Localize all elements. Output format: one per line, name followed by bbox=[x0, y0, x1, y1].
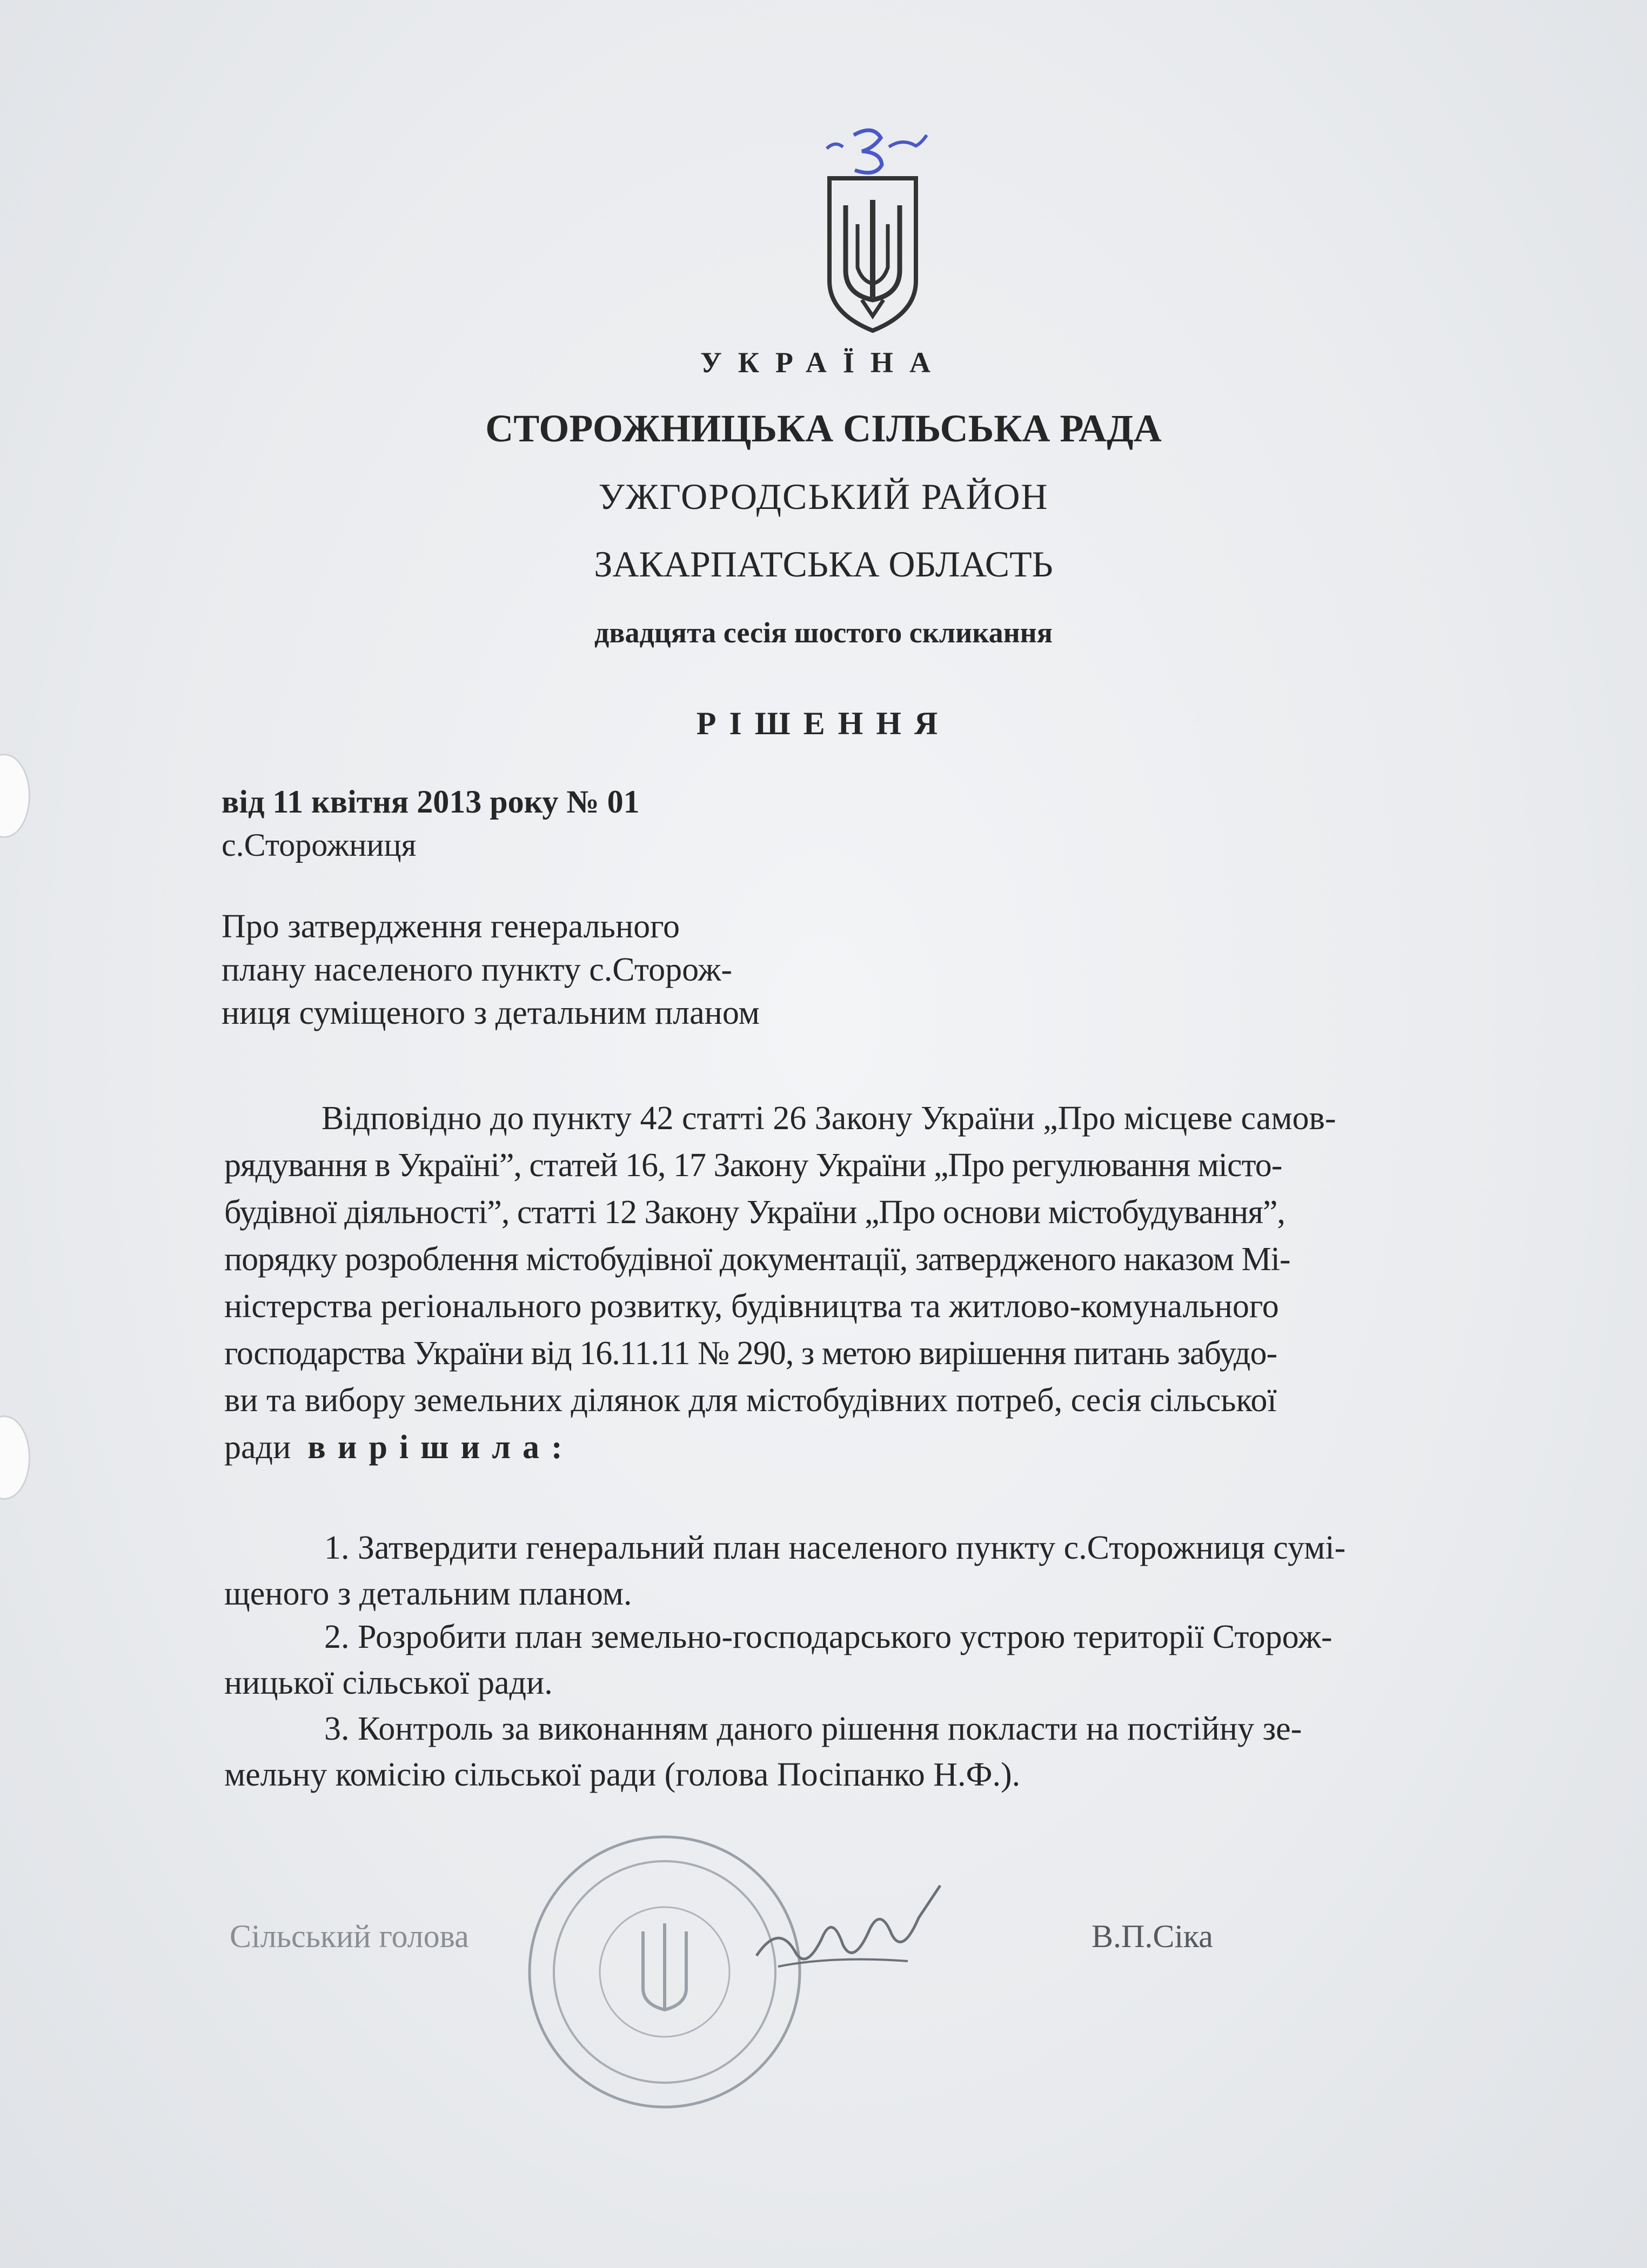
preamble-line: ністерства регіонального розвитку, будівництва та житлово-комунального bbox=[224, 1288, 1279, 1325]
decision-item: мельну комісію сільської ради (голова Посіпанко Н.Ф.). bbox=[224, 1756, 1021, 1793]
preamble-line: рядування в Україні”, статей 16, 17 Закону України „Про регулювання місто- bbox=[224, 1147, 1282, 1184]
handwritten-page-number bbox=[821, 119, 929, 178]
decided-word: вирішила: bbox=[307, 1429, 574, 1466]
subject-line: Про затвердження генерального bbox=[222, 908, 680, 945]
council-name: СТОРОЖНИЦЬКА СІЛЬСЬКА РАДА bbox=[485, 407, 1162, 450]
preamble-word: ради bbox=[224, 1429, 291, 1466]
signatory-name: В.П.Сіка bbox=[1092, 1918, 1213, 1954]
preamble-line: господарства України від 16.11.11 № 290, з метою вирішення питань забудо- bbox=[224, 1335, 1277, 1372]
decision-item: 3. Контроль за виконанням даного рішення покласти на постійну зе- bbox=[324, 1710, 1302, 1747]
decision-date: від 11 квітня 2013 року № 01 bbox=[222, 784, 640, 820]
preamble-line: Відповідно до пункту 42 статті 26 Закону України „Про місцеве самов- bbox=[322, 1100, 1336, 1137]
preamble-line: ви та вибору земельних ділянок для містобудівних потреб, сесія сільської bbox=[224, 1382, 1277, 1419]
preamble-line: порядку розроблення містобудівної документації, затвердженого наказом Мі- bbox=[224, 1241, 1290, 1278]
document-title: РІШЕННЯ bbox=[696, 706, 951, 741]
preamble-last-line bbox=[224, 1428, 574, 1467]
decision-item: 2. Розробити план земельно-господарського устрою території Сторож- bbox=[324, 1619, 1333, 1655]
preamble-line: будівної діяльності”, статті 12 Закону України „Про основи містобудування”, bbox=[224, 1194, 1285, 1231]
punch-hole bbox=[0, 1415, 30, 1500]
session-line: двадцята сесія шостого скликання bbox=[594, 616, 1053, 649]
coat-of-arms-icon bbox=[824, 173, 921, 335]
punch-hole bbox=[0, 754, 30, 838]
decision-item: щеного з детальним планом. bbox=[224, 1575, 632, 1612]
oblast-name: ЗАКАРПАТСЬКА ОБЛАСТЬ bbox=[594, 543, 1053, 585]
decision-item: 1. Затвердити генеральний план населеного пункту с.Сторожниця сумі- bbox=[324, 1529, 1346, 1566]
district-name: УЖГОРОДСЬКИЙ РАЙОН bbox=[598, 476, 1049, 517]
subject-line: плану населеного пункту с.Сторож- bbox=[222, 951, 733, 988]
place-name: с.Сторожниця bbox=[222, 827, 417, 863]
signatory-title: Сільський голова bbox=[230, 1918, 469, 1954]
country-name: УКРАЇНА bbox=[700, 346, 947, 379]
decision-item: ницької сільської ради. bbox=[224, 1665, 553, 1701]
subject-line: ниця суміщеного з детальним планом bbox=[222, 995, 760, 1031]
signature-mark bbox=[746, 1875, 951, 1994]
